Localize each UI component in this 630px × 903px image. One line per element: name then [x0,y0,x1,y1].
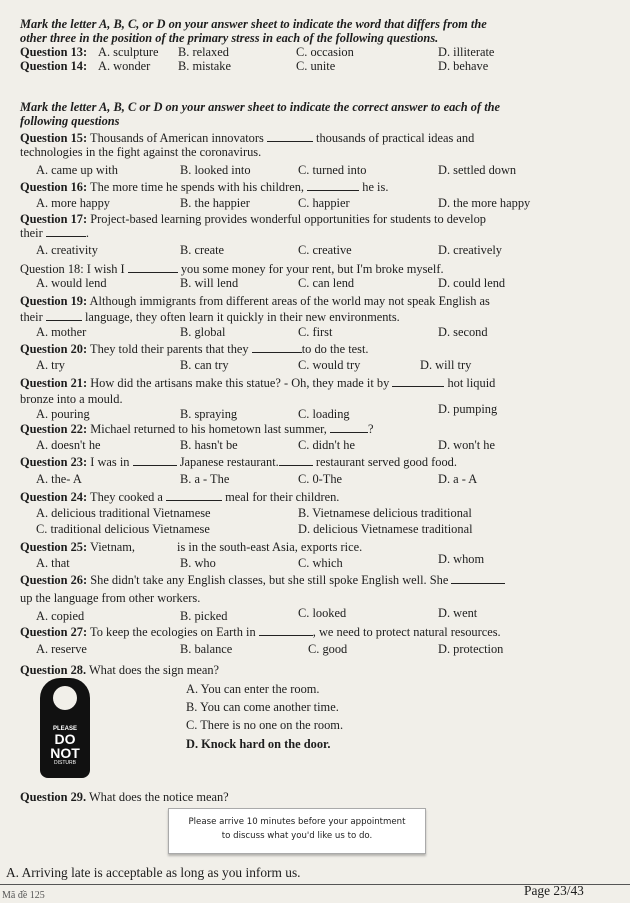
appointment-notice [168,808,426,854]
q16-text-2: he is. [362,180,389,194]
q17-text-2: their [20,226,43,240]
q19-text-3: language, they often learn it quickly in their new environments. [84,310,400,324]
q23-label: Question 23: [20,455,88,469]
q19-option-d: D. second [438,325,488,339]
q22-option-b: B. hasn't be [180,438,238,452]
q25-stem [20,540,362,554]
q25-text-2: is in the south-east Asia, exports rice. [177,540,363,554]
q17-option-a: A. creativity [36,243,98,257]
q16-blank [307,180,359,191]
q15-option-b: B. looked into [180,163,251,177]
q14-option-c: C. unite [296,59,336,73]
q21-label: Question 21: [20,376,88,390]
q19-option-b: B. global [180,325,226,339]
q14-option-a: A. wonder [98,59,151,73]
q15-option-a: A. came up with [36,163,118,177]
exam-code: Mã đề 125 [2,890,45,901]
q20-text-2: to do the test. [301,342,369,356]
q19-stem-line2 [20,310,400,324]
q16-stem [20,180,388,194]
q25-label: Question 25: [20,540,88,554]
sign-not: NOT [50,745,80,761]
q22-option-c: C. didn't he [298,438,355,452]
q23-option-d: D. a - A [438,472,478,486]
q14-option-b: B. mistake [178,59,231,73]
q24-option-b: B. Vietnamese delicious traditional [298,506,472,520]
q24-stem [20,490,339,504]
q28-option-c: C. There is no one on the room. [186,718,344,732]
q17-option-d: D. creatively [438,243,502,257]
q16-option-a: A. more happy [36,196,110,210]
q22-blank [330,422,368,433]
q27-option-d: D. protection [438,642,504,656]
q23-text-1: I was in [90,455,130,469]
q26-text-1: She didn't take any English classes, but she still spoke English well. She [90,573,449,587]
q27-option-b: B. balance [180,642,233,656]
q21-stem-line1 [20,376,495,390]
q25-option-a: A. that [36,556,70,570]
q17-option-b: B. create [180,243,225,257]
sign-disturb: DISTURB [54,760,76,766]
q19-text-1: Although immigrants from different areas of the world may not speak English as [89,294,490,308]
q25-option-c: C. which [298,556,343,570]
q24-option-d: D. delicious Vietnamese traditional [298,522,473,536]
q17-stem-line2 [20,226,89,240]
q27-label: Question 27: [20,625,88,639]
q27-text-1: To keep the ecologies on Earth in [90,625,256,639]
sign-hanger-hole [53,686,77,710]
q22-text-2: ? [367,422,374,436]
q13-option-d: D. illiterate [438,45,495,59]
q28-stem [20,663,219,677]
q22-stem [20,422,373,436]
q29-stem [20,790,229,804]
notice-line-1: Please arrive 10 minutes before your appointment [188,817,406,827]
q28-label: Question 28. [20,663,87,677]
q15-blank [267,131,313,142]
q23-option-a: A. the- A [36,472,82,486]
q16-option-b: B. the happier [180,196,250,210]
notice-line-2: to discuss what you'd like us to do. [221,831,373,841]
q29-label: Question 29. [20,790,87,804]
q20-stem [20,342,369,356]
q26-blank [451,573,505,584]
q29-option-a: A. Arriving late is acceptable as long as you inform us. [6,865,301,880]
sign-do: DO [54,731,76,747]
q19-blank [46,310,82,321]
q22-text-1: Michael returned to his hometown last summer, [90,422,327,436]
q15-stem-line1 [20,131,474,145]
q18-blank [128,262,178,273]
q26-option-d: D. went [438,606,478,620]
q14-label: Question 14: [20,59,88,73]
q17-label: Question 17: [20,212,88,226]
q22-label: Question 22: [20,422,88,436]
q18-text-2: you some money for your rent, but I'm broke myself. [180,262,444,276]
q25-text-1: Vietnam, [90,540,136,554]
q23-text-3: restaurant served good food. [315,455,457,469]
q18-option-d: D. could lend [438,276,506,290]
q15-option-d: D. settled down [438,163,517,177]
q14-option-d: D. behave [438,59,489,73]
instruction-answer-line2: following questions [20,114,120,128]
q13-option-a: A. sculpture [98,45,159,59]
q18-option-c: C. can lend [298,276,355,290]
q19-text-2: their [20,310,43,324]
q19-stem-line1 [20,294,490,308]
q21-text-1: How did the artisans make this statue? - Oh, they made it by [90,376,390,390]
q13-option-c: C. occasion [296,45,354,59]
sign-please: PLEASE [52,726,77,732]
q24-blank [166,490,222,501]
q20-label: Question 20: [20,342,88,356]
instruction-answer-line1: Mark the letter A, B, C or D on your answer sheet to indicate the correct answer to each of the [20,100,501,114]
q28-option-b: B. You can come another time. [186,700,339,714]
q26-option-a: A. copied [36,609,85,623]
q24-text-1: They cooked a [90,490,163,504]
instruction-stress-line1: Mark the letter A, B, C, or D on your answer sheet to indicate the word that differs from the [20,17,487,31]
q13-option-b: B. relaxed [178,45,229,59]
q27-text-2: , we need to protect natural resources. [312,625,501,639]
q13-label: Question 13: [20,45,88,59]
q20-text-1: They told their parents that they [90,342,249,356]
q17-text-3: . [85,226,89,240]
q21-option-a: A. pouring [36,407,90,421]
q23-blank-2 [279,455,313,466]
q26-text-2: up the language from other workers. [20,591,201,605]
q16-text-1: The more time he spends with his children, [90,180,305,194]
page-number: Page 23/43 [524,883,584,898]
q27-stem [20,625,501,639]
q21-option-d: D. pumping [438,402,498,416]
q19-label: Question 19: [20,294,88,308]
q19-option-c: C. first [298,325,333,339]
q23-option-b: B. a - The [180,472,230,486]
q26-label: Question 26: [20,573,88,587]
q15-text-3: technologies in the fight against the coronavirus. [20,145,262,159]
q16-label: Question 16: [20,180,88,194]
q18-option-a: A. would lend [36,276,107,290]
do-not-disturb-sign [40,678,90,778]
q24-label: Question 24: [20,490,88,504]
q28-text-1: What does the sign mean? [88,663,220,677]
q21-blank [392,376,444,387]
q15-label: Question 15: [20,131,88,145]
q21-text-3: bronze into a mould. [20,392,123,406]
q17-stem-line1 [20,212,486,226]
q19-option-a: A. mother [36,325,87,339]
q21-option-b: B. spraying [180,407,238,421]
q24-text-2: meal for their children. [225,490,340,504]
q23-stem [20,455,457,469]
q17-option-c: C. creative [298,243,352,257]
q23-blank-1 [133,455,177,466]
q22-option-d: D. won't he [438,438,495,452]
q16-option-d: D. the more happy [438,196,531,210]
q15-text-2: thousands of practical ideas and [316,131,475,145]
q18-text-1: I wish I [86,262,125,276]
q23-option-c: C. 0-The [298,472,343,486]
q18-label: Question 18: [20,262,84,276]
q20-option-d: D. will try [420,358,472,372]
q16-option-c: C. happier [298,196,350,210]
q27-option-a: A. reserve [36,642,87,656]
q18-stem [20,262,444,276]
q17-text-1: Project-based learning provides wonderful opportunities for students to develop [90,212,486,226]
q15-option-c: C. turned into [298,163,367,177]
q23-text-2: Japanese restaurant. [179,455,279,469]
q24-option-a: A. delicious traditional Vietnamese [36,506,211,520]
q25-option-d: D. whom [438,552,485,566]
q21-option-c: C. loading [298,407,350,421]
q26-option-c: C. looked [298,606,347,620]
q18-option-b: B. will lend [180,276,239,290]
q20-option-b: B. can try [180,358,229,372]
q15-text-1: Thousands of American innovators [90,131,264,145]
q22-option-a: A. doesn't he [36,438,101,452]
q26-stem-line1 [20,573,505,587]
q20-blank [252,342,302,353]
q29-text-1: What does the notice mean? [88,790,229,804]
q24-option-c: C. traditional delicious Vietnamese [36,522,210,536]
q17-blank [46,226,86,237]
q27-blank [259,625,313,636]
instruction-stress-line2: other three in the position of the primary stress in each of the following questions. [20,31,439,45]
q26-option-b: B. picked [180,609,228,623]
q25-option-b: B. who [180,556,216,570]
q20-option-a: A. try [36,358,65,372]
q20-option-c: C. would try [298,358,361,372]
q28-option-d: D. Knock hard on the door. [186,737,331,751]
q27-option-c: C. good [308,642,348,656]
q21-text-2: hot liquid [447,376,496,390]
q28-option-a: A. You can enter the room. [186,682,320,696]
